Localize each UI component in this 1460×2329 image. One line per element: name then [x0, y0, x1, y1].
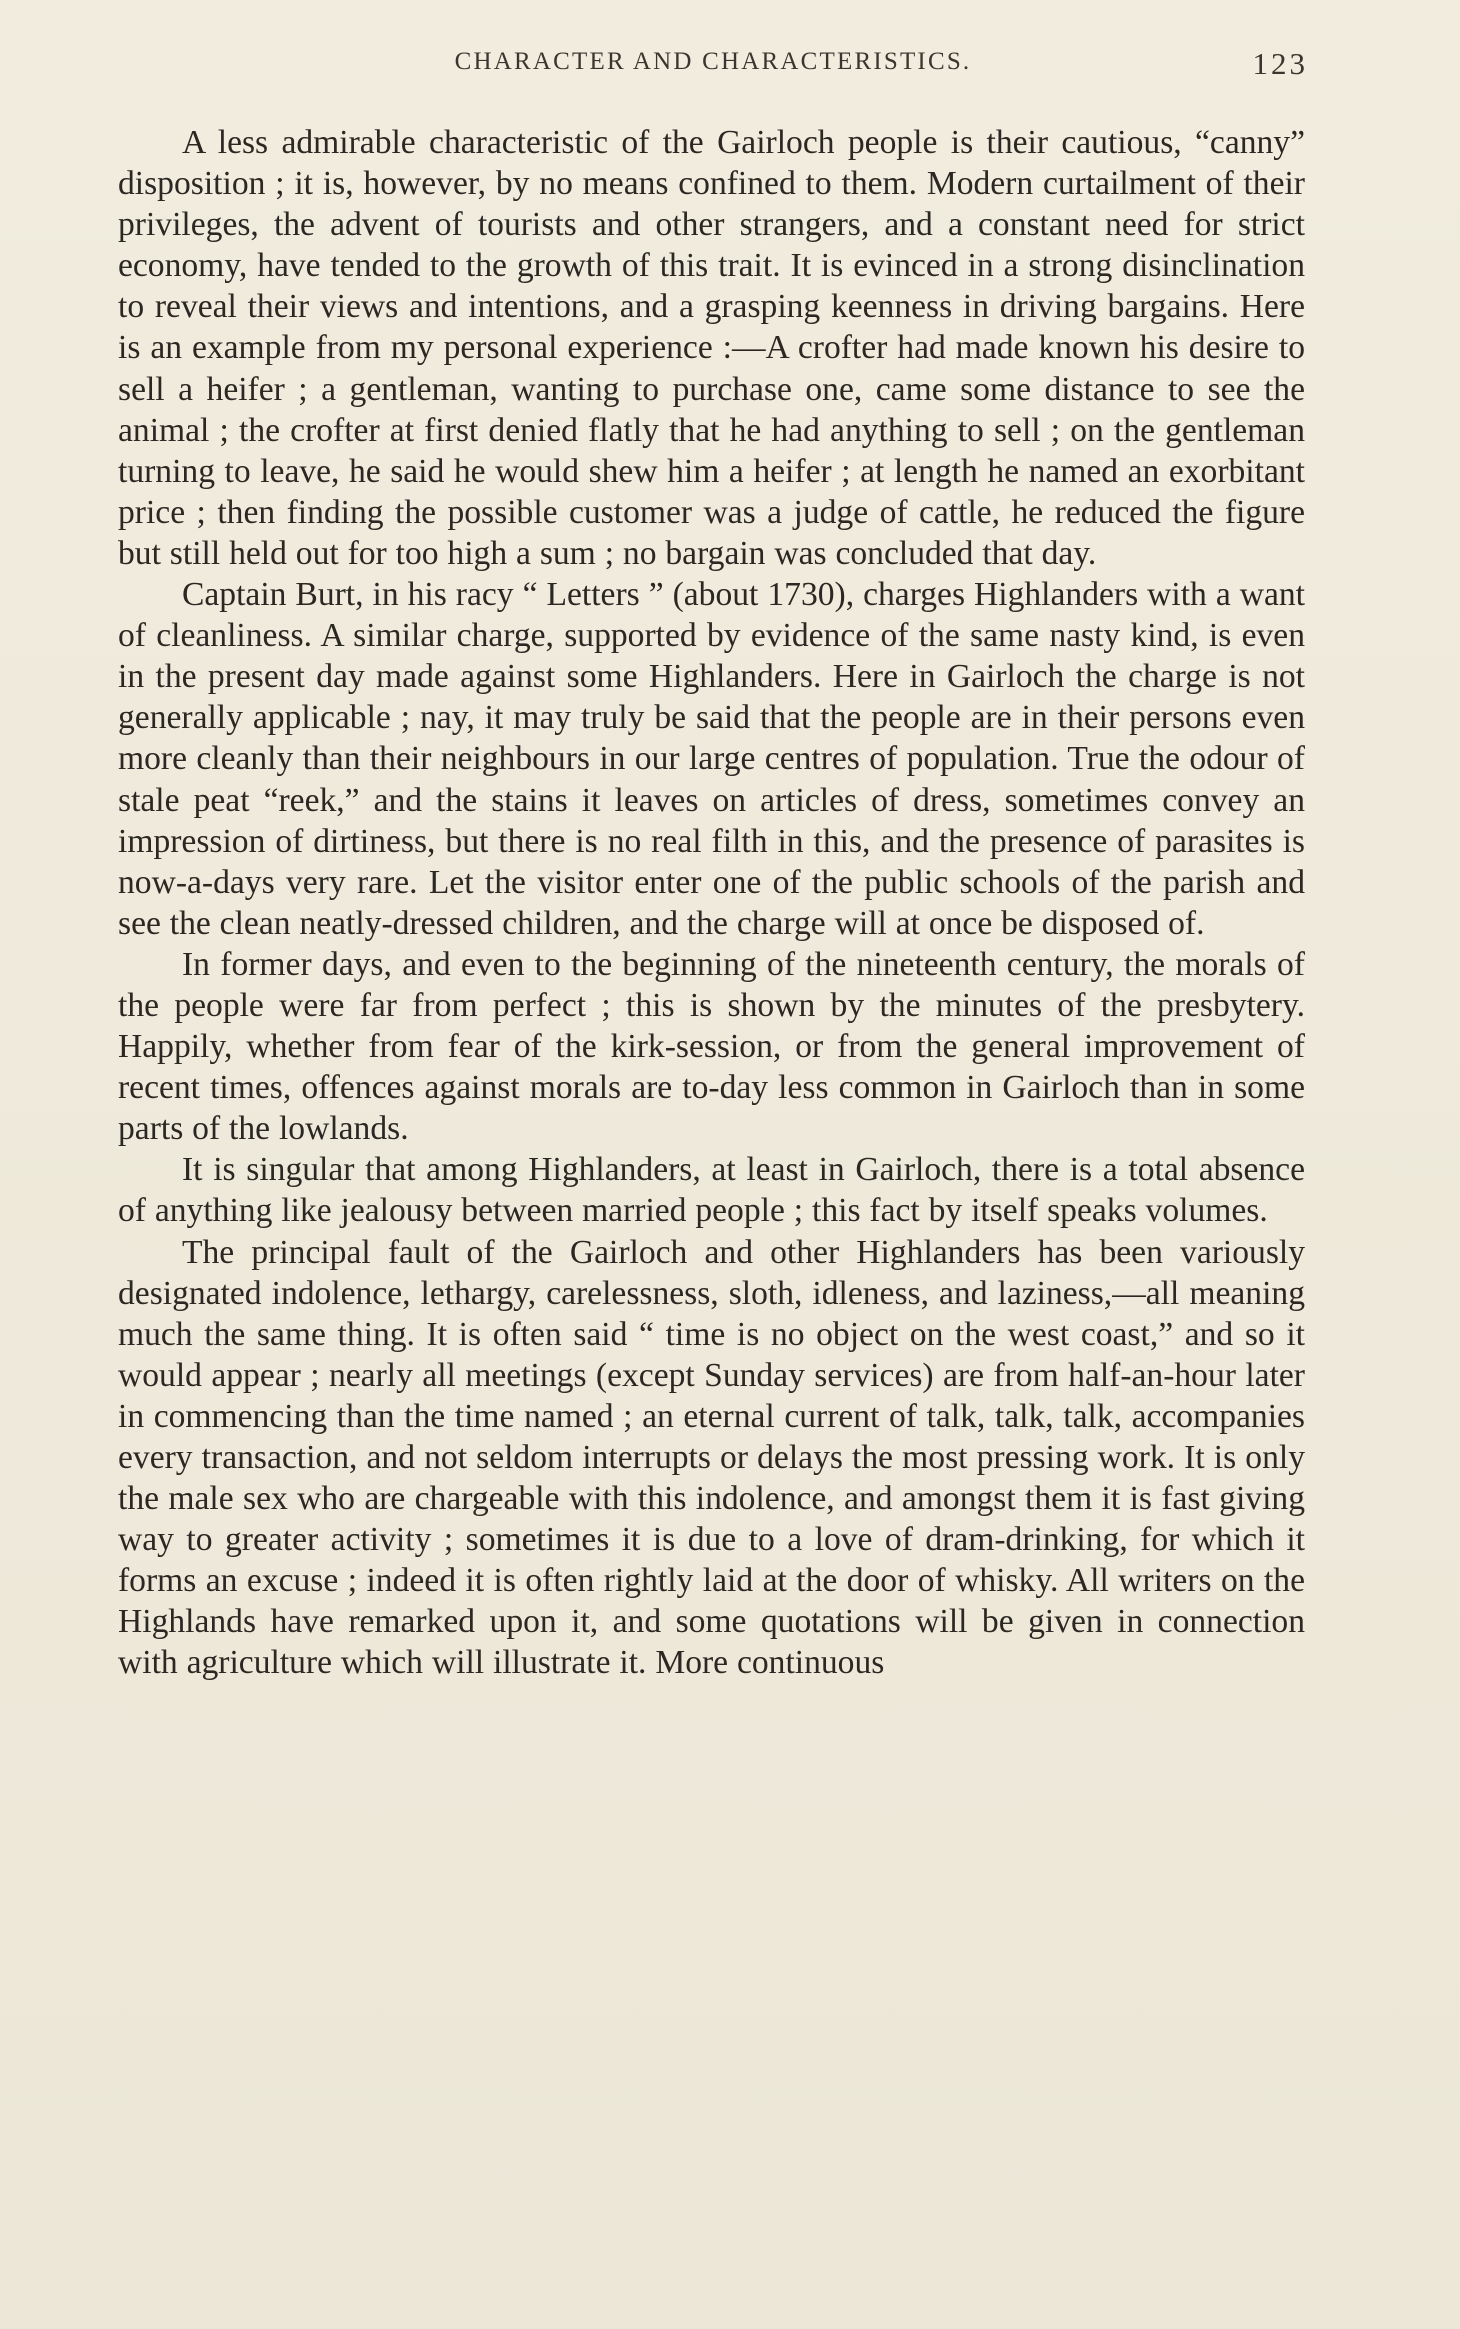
page-number: 123 [1252, 46, 1308, 81]
paragraph: In former days, and even to the beginning of the nineteenth century, the morals of the people were far from perfect ; this is shown by the minutes of the presbytery. Happily, whether from fear of the kirk-session, or from the general improvement of recent times, offences against morals are to-day less common in Gairloch than in some parts of the lowlands. [118, 945, 1305, 1148]
running-header [118, 48, 1308, 88]
paragraph: The principal fault of the Gairloch and other Highlanders has been variously designated indolence, lethargy, carelessness, sloth, idleness, and laziness,—all meaning much the same thing. It is often said “ time is no object on the west coast,” and so it would appear ; nearly all meetings (except Sunday services) are from half-an-hour later in commencing than the time named ; an eternal current of talk, talk, talk, accompanies every transaction, and not seldom interrupts or delays the most pressing work. It is only the male sex who are chargeable with this indolence, and amongst them it is fast giving way to greater activity ; sometimes it is due to a love of dram-drinking, for which it forms an excuse ; indeed it is often rightly laid at the door of whisky. All writers on the Highlands have remarked upon it, and some quotations will be given in connection with agriculture which will illustrate it. More continuous [118, 1233, 1305, 1682]
paragraph: Captain Burt, in his racy “ Letters ” (about 1730), charges Highlanders with a want of cleanliness. A similar charge, supported by evidence of the same nasty kind, is even in the present day made against some Highlanders. Here in Gairloch the charge is not generally applicable ; nay, it may truly be said that the people are in their persons even more cleanly than their neighbours in our large centres of population. True the odour of stale peat “reek,” and the stains it leaves on articles of dress, sometimes convey an impression of dirtiness, but there is no real filth in this, and the presence of parasites is now-a-days very rare. Let the visitor enter one of the public schools of the parish and see the clean neatly-dressed children, and the charge will at once be disposed of. [118, 576, 1305, 942]
paragraph: It is singular that among Highlanders, at least in Gairloch, there is a total absence of anything like jealousy between married people ; this fact by itself speaks volumes. [118, 1151, 1305, 1230]
paragraph: A less admirable characteristic of the Gairloch people is their cautious, “canny” disposition ; it is, however, by no means confined to them. Modern curtailment of their privileges, the advent of tourists and other strangers, and a constant need for strict economy, have tended to the growth of this trait. It is evinced in a strong disinclination to reveal their views and intentions, and a grasping keenness in driving bargains. Here is an example from my personal experience :—A crofter had made known his desire to sell a heifer ; a gentleman, wanting to purchase one, came some distance to see the animal ; the crofter at first denied flatly that he had anything to sell ; on the gentleman turning to leave, he said he would shew him a heifer ; at length he named an exorbitant price ; then finding the possible customer was a judge of cattle, he reduced the figure but still held out for too high a sum ; no bargain was concluded that day. [118, 124, 1305, 572]
body-text [118, 122, 1305, 1684]
running-title: CHARACTER AND CHARACTERISTICS. [454, 48, 972, 75]
